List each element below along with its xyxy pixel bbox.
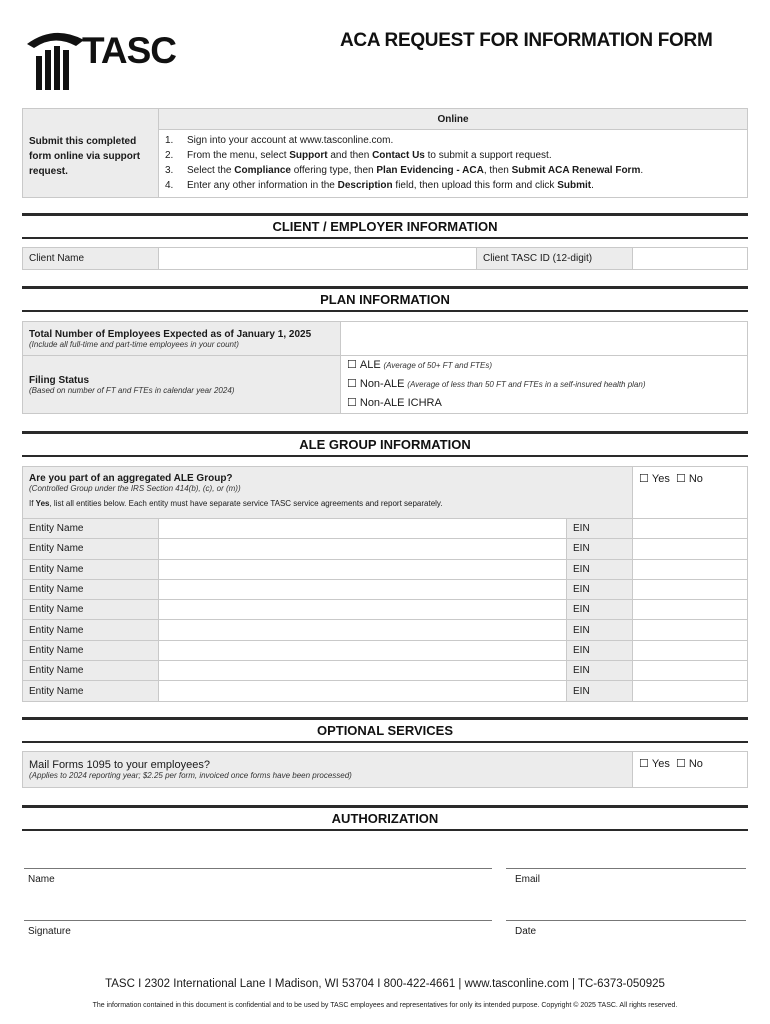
entity-row [23, 539, 748, 559]
entity-name-label: Entity Name [23, 640, 159, 660]
section-client: CLIENT / EMPLOYER INFORMATION [22, 213, 748, 239]
entity-name-label: Entity Name [23, 559, 159, 579]
ein-label: EIN [567, 661, 633, 681]
filing-status-label: Filing Status [29, 374, 89, 386]
plan-table [22, 321, 748, 414]
section-authorization: AUTHORIZATION [22, 805, 748, 831]
ale-question-note: (Controlled Group under the IRS Section 414(b), (c), or (m)) [29, 484, 241, 493]
entity-name-field[interactable] [159, 539, 567, 559]
entity-name-field[interactable] [159, 640, 567, 660]
ale-question: Are you part of an aggregated ALE Group? [29, 473, 233, 484]
entity-name-label: Entity Name [23, 661, 159, 681]
ein-label: EIN [567, 579, 633, 599]
mail-forms-yes-no [633, 752, 748, 788]
client-id-label: Client TASC ID (12-digit) [477, 248, 633, 270]
step-item: 3. Select the Compliance offering type, then Plan Evidencing - ACA, then Submit ACA Renewal Form. [165, 165, 644, 176]
client-name-label: Client Name [23, 248, 159, 270]
ein-label: EIN [567, 681, 633, 701]
client-table [22, 247, 748, 270]
ein-label: EIN [567, 559, 633, 579]
employees-field[interactable] [341, 322, 748, 356]
ale-yes[interactable]: ☐ Yes [639, 473, 670, 485]
name-line[interactable] [24, 868, 492, 869]
checkbox-icon: ☐ [347, 397, 357, 409]
email-label: Email [515, 874, 541, 885]
checkbox-icon: ☐ [347, 378, 357, 390]
ein-label: EIN [567, 620, 633, 640]
section-plan: PLAN INFORMATION [22, 286, 748, 312]
option-ale[interactable]: ☐ ALE (Average of 50+ FT and FTEs) [347, 359, 493, 371]
entity-name-field[interactable] [159, 559, 567, 579]
ein-field[interactable] [633, 539, 748, 559]
ein-field[interactable] [633, 661, 748, 681]
option-non-ale[interactable]: ☐ Non-ALE (Average of less than 50 FT and FTEs in a self-insured health plan) [347, 378, 646, 390]
step-item: 4. Enter any other information in the Description field, then upload this form and click Submit. [165, 180, 594, 191]
mail-forms-no[interactable]: ☐ No [675, 758, 703, 770]
submit-table [22, 108, 748, 198]
client-id-field[interactable] [633, 248, 748, 270]
entity-row [23, 661, 748, 681]
optional-table [22, 751, 748, 788]
submit-instruction: Submit this completed form online via support request. [23, 130, 159, 198]
ein-field[interactable] [633, 620, 748, 640]
entity-row [23, 620, 748, 640]
footer-disclaimer: The information contained in this document is confidential and to be used by TASC employees and representatives for only its intended purpose. Copyright © 2025 TASC. All rights reserved. [92, 1002, 678, 1009]
entity-name-field[interactable] [159, 681, 567, 701]
mail-forms-question: Mail Forms 1095 to your employees? [29, 759, 210, 771]
entity-name-label: Entity Name [23, 600, 159, 620]
entity-name-field[interactable] [159, 519, 567, 539]
ein-label: EIN [567, 640, 633, 660]
entity-name-label: Entity Name [23, 539, 159, 559]
page-title: ACA REQUEST FOR INFORMATION FORM [340, 30, 713, 51]
entity-name-label: Entity Name [23, 681, 159, 701]
ein-label: EIN [567, 539, 633, 559]
ein-field[interactable] [633, 681, 748, 701]
employees-note: (Include all full-time and part-time employees in your count) [29, 339, 239, 349]
date-line[interactable] [506, 920, 746, 921]
ein-field[interactable] [633, 640, 748, 660]
email-line[interactable] [506, 868, 746, 869]
entity-name-field[interactable] [159, 579, 567, 599]
step-item: 1. Sign into your account at www.tasconline.com. [165, 135, 394, 146]
client-name-field[interactable] [159, 248, 477, 270]
entity-row [23, 559, 748, 579]
entity-name-label: Entity Name [23, 519, 159, 539]
entity-name-field[interactable] [159, 661, 567, 681]
date-label: Date [515, 926, 537, 937]
tasc-logo-icon [24, 26, 86, 92]
ale-table [22, 466, 748, 702]
entity-row [23, 600, 748, 620]
entity-row [23, 681, 748, 701]
section-optional: OPTIONAL SERVICES [22, 717, 748, 743]
tasc-logo [24, 26, 194, 96]
ein-field[interactable] [633, 600, 748, 620]
filing-options [341, 356, 748, 414]
section-ale-group: ALE GROUP INFORMATION [22, 431, 748, 457]
option-non-ale-ichra[interactable]: ☐ Non-ALE ICHRA [347, 397, 442, 409]
checkbox-icon: ☐ [347, 359, 357, 371]
entity-row [23, 640, 748, 660]
step-item: 2. From the menu, select Support and then Contact Us to submit a support request. [165, 150, 552, 161]
entity-row [23, 519, 748, 539]
ein-field[interactable] [633, 519, 748, 539]
steps-list [159, 130, 748, 198]
signature-line[interactable] [24, 920, 492, 921]
ale-if-yes: If Yes, list all entities below. Each entity must have separate service TASC service agreements and report separately. [29, 499, 443, 508]
ein-label: EIN [567, 519, 633, 539]
ein-field[interactable] [633, 579, 748, 599]
footer-address: TASC I 2302 International Lane I Madison, WI 53704 I 800-422-4661 | www.tasconline.com | TC-6373-050925 [105, 978, 665, 990]
ein-label: EIN [567, 600, 633, 620]
filing-status-note: (Based on number of FT and FTEs in calendar year 2024) [29, 385, 235, 395]
employees-label: Total Number of Employees Expected as of January 1, 2025 [29, 328, 312, 340]
mail-forms-note: (Applies to 2024 reporting year; $2.25 per form, invoiced once forms have been processed) [29, 771, 352, 780]
entity-name-label: Entity Name [23, 620, 159, 640]
entity-name-label: Entity Name [23, 579, 159, 599]
logo-wordmark: TASC [82, 30, 176, 71]
mail-forms-yes[interactable]: ☐ Yes [639, 758, 670, 770]
name-label: Name [28, 874, 55, 885]
entity-name-field[interactable] [159, 620, 567, 640]
entity-row [23, 579, 748, 599]
signature-label: Signature [28, 926, 71, 937]
ale-yes-no [633, 467, 748, 519]
online-label: Online [159, 109, 748, 130]
ale-no[interactable]: ☐ No [675, 473, 703, 485]
entity-name-field[interactable] [159, 600, 567, 620]
ein-field[interactable] [633, 559, 748, 579]
